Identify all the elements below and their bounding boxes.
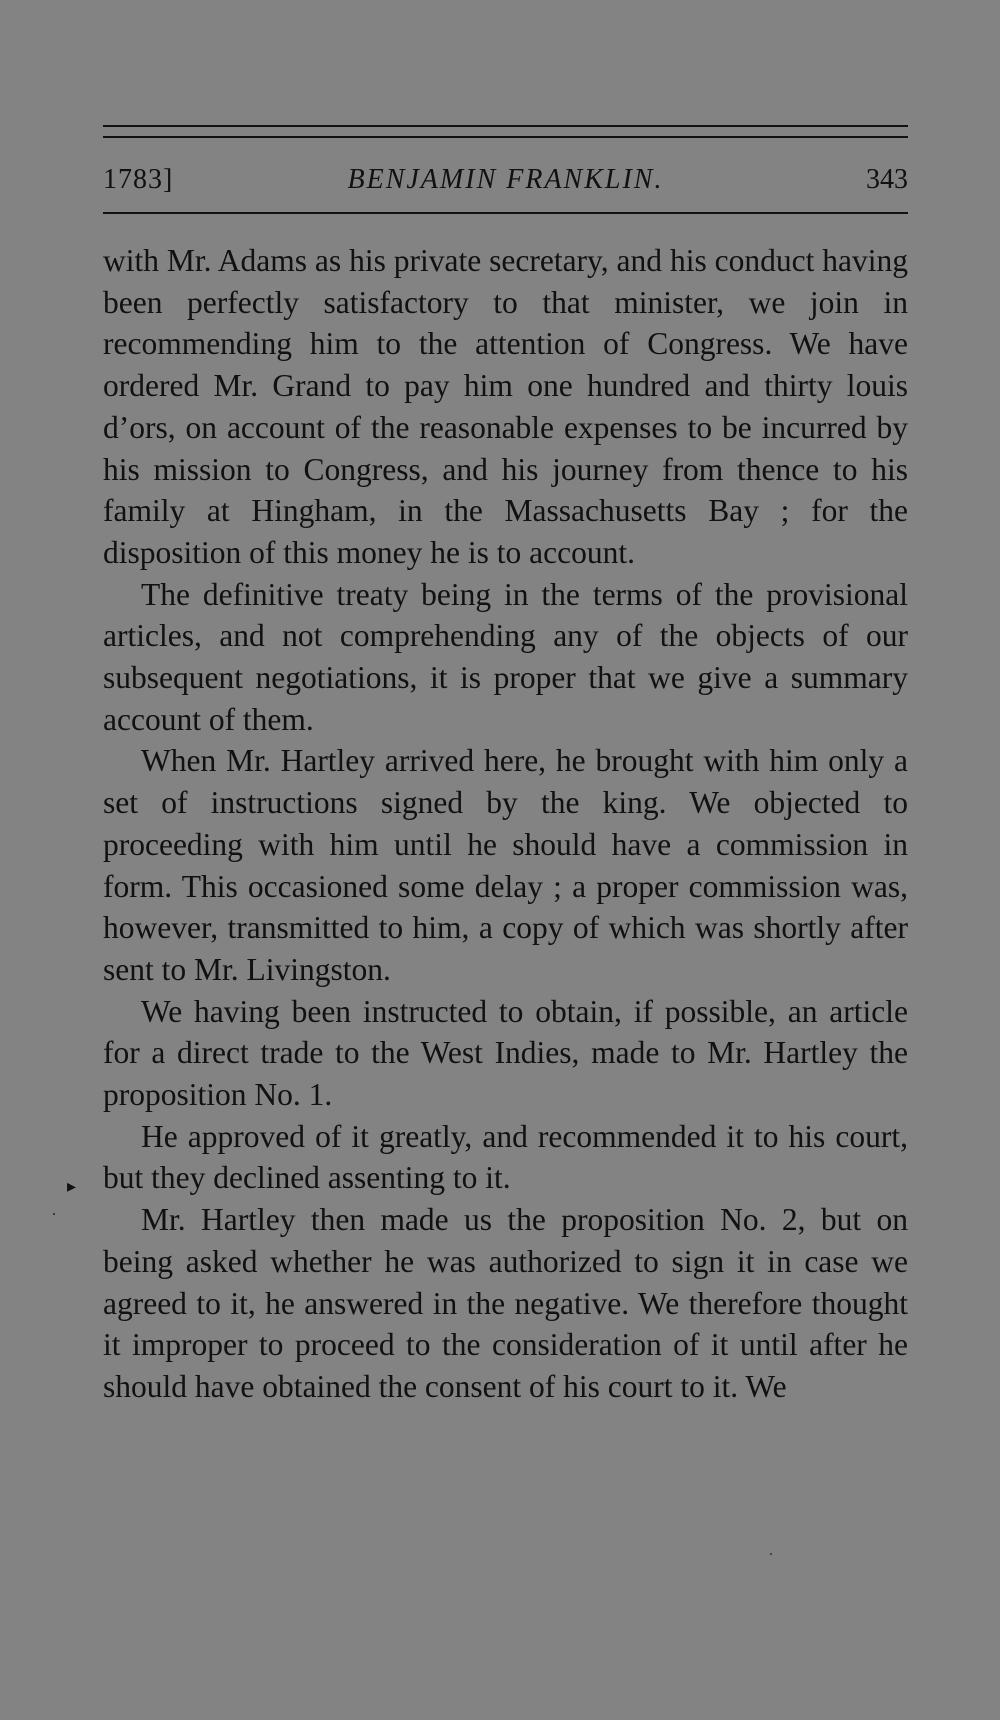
body-text — [103, 240, 908, 1408]
running-head-title: BENJAMIN FRANKLIN. — [347, 164, 664, 195]
top-rule — [103, 125, 908, 127]
paragraph-hartley-arrival: When Mr. Hartley arrived here, he brought with him only a set of instructions signed by the king. We objected to proceeding with him until he should have a commission in form. This occasioned some delay ; a proper commission was, however, transmitted to him, a copy of which was shortly after sent to Mr. Livingston. — [103, 743, 908, 987]
running-head — [103, 160, 908, 200]
running-head-year: 1783] — [103, 164, 174, 195]
top-rule-second — [103, 136, 908, 138]
paragraph-continuation: with Mr. Adams as his private secretary, and his conduct having been perfectly satisfactory to that minister, we join in recommending him to the attention of Congress. We have ordered Mr. Grand to pay him one hundred and thirty louis d’ors, on account of the reasonable expenses to be incurred by his mission to Congress, and his journey from thence to his family at Hingham, in the Massachusetts Bay ; for the disposition of this money he is to account. — [103, 243, 908, 570]
book-page — [103, 0, 908, 1720]
ink-speck — [53, 1213, 55, 1215]
ink-speck — [770, 1553, 772, 1555]
paragraph-definitive-treaty: The definitive treaty being in the terms of the provisional articles, and not comprehending any of the objects of our subsequent negotiations, it is proper that we give a summary account of them. — [103, 576, 908, 737]
paragraph-proposition-two: Mr. Hartley then made us the proposition No. 2, but on being asked whether he was authorized to sign it in case we agreed to it, he answered in the negative. We therefore thought it improper to proceed to the consideration of it until after he should have obtained the consent of his court to it. We — [103, 1202, 908, 1404]
header-rule — [103, 212, 908, 214]
margin-pointer-mark: ▸ — [67, 1176, 77, 1196]
page-number: 343 — [866, 164, 908, 195]
paragraph-approval: He approved of it greatly, and recommended it to his court, but they declined assenting to it. — [103, 1118, 908, 1196]
paragraph-west-indies: We having been instructed to obtain, if possible, an article for a direct trade to the West Indies, made to Mr. Hartley the proposition No. 1. — [103, 993, 908, 1113]
